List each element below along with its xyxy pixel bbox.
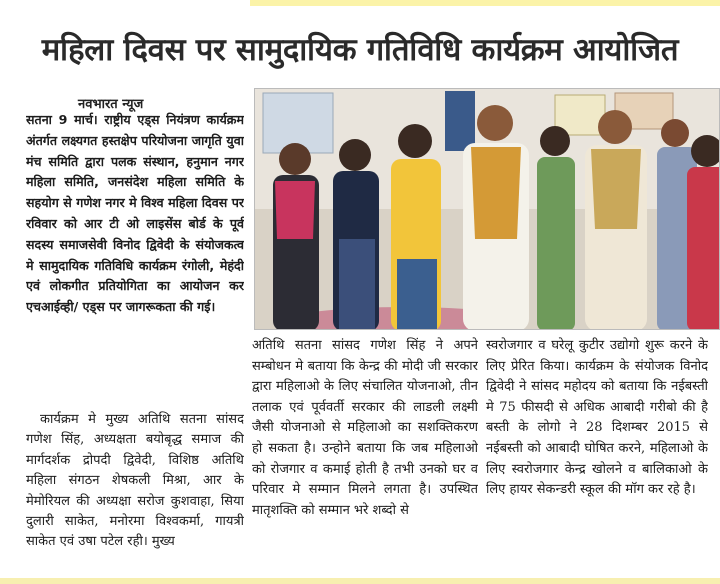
news-photo — [254, 88, 720, 330]
column-3-text: स्वरोजगार व घरेलू कुटीर उद्योगो शुरू करने के लिए प्रेरित किया। कार्यक्रम के संयोजक विनोद द्विवेदी ने सांसद महोदय को बताया कि नईबस्ती मे 75 फीसदी से अधिक आबादी गरीबो की है बस्ती के लोगो ने 28 दिशम्बर 2015 से नईबस्ती को आबादी घोषित करने, महिलाओ के लिए स्वरोजगार केन्द्र खोलने व बालिकाओ के लिए हायर सेकन्डरी स्कूल की मॉग कर रहे है। — [486, 338, 708, 498]
top-highlight-strip — [250, 0, 720, 6]
article-column-1-body — [26, 410, 244, 576]
article-lead-paragraph — [26, 110, 244, 410]
article-column-2 — [252, 336, 478, 576]
column-1-text: कार्यक्रम मे मुख्य अतिथि सतना सांसद गणेश सिंह, अध्यक्षता बयोबृद्ध समाज की मार्गदर्शक द्रोपदी द्विवेदी, विशिष्ठ अतिथि महिला संगठन शेषकली मिश्रा, आर के मेमोरियल की अध्यक्षा सरोज कुशवाहा, सिया दुलारी साकेत, मनोरमा विश्वकर्मा, गायत्री साकेत एवं उषा पटेल रही। मुख्य — [26, 412, 244, 550]
article-column-3 — [486, 336, 708, 576]
page-title: महिला दिवस पर सामुदायिक गतिविधि कार्यक्रम आयोजित — [41, 32, 679, 68]
lead-text: सतना 9 मार्च। राष्ट्रीय एड्स नियंत्रण कार्यक्रम अंतर्गत लक्ष्यगत हस्तक्षेप परियोजना जागृति युवा मंच समिति द्वारा पलक संस्थान, हनुमान नगर महिला समिति, जनसंदेश महिला समिति के सहयोग से गणेश नगर मे विश्व महिला दिवस पर रविवार को आर टी ओ लाइसेंस बोर्ड के पूर्व सदस्य समाजसेवी विनोद द्विवेदी के संयोजकत्व मे सामुदायिक गतिविधि कार्यक्रम रंगोली, मेहंदी एवं लोकगीत प्रतियोगिता का आयोजन कर एचआईव्ही/ एड्स पर जागरूकता की गई। — [26, 112, 244, 315]
column-2-text: अतिथि सतना सांसद गणेश सिंह ने अपने सम्बोधन मे बताया कि केन्द्र की मोदी जी सरकार द्वारा महिलाओ के लिए संचालित योजनाओ, तीन तलाक एवं पूर्ववर्ती सरकार की लाडली लक्ष्मी जैसी योजनाओ से महिलाओ का सशक्तिकरण हो सकता है। उन्होने बताया कि जब महिलाओ को रोजगार व कमाई होती है तभी उनको घर व परिवार मे सम्मान मिलने लगता है। उपस्थित मातृशक्ति को सम्मान भरे शब्दो से — [252, 338, 478, 518]
news-photo-illustration — [255, 89, 720, 330]
byline: नवभारत न्यूज — [78, 97, 144, 112]
bottom-highlight-strip — [0, 578, 720, 584]
